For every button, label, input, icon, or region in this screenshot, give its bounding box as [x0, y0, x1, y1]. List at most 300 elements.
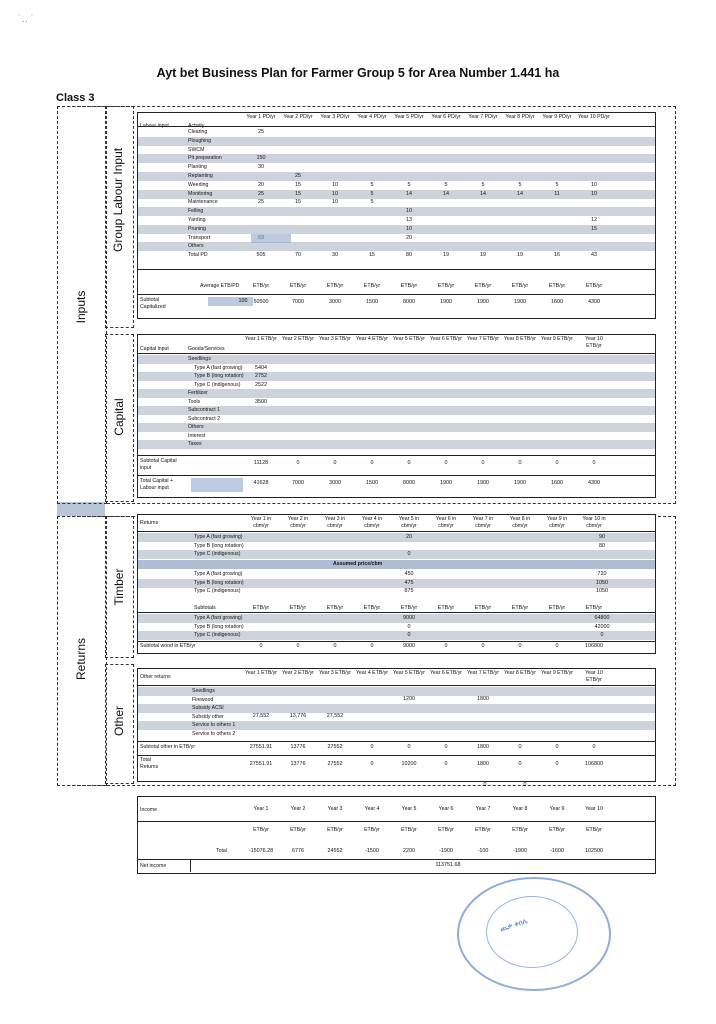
table-cell: ETB/yr — [437, 283, 455, 289]
year-header: Year 8 ETB/yr — [503, 670, 537, 676]
table-cell: 4300 — [588, 299, 600, 305]
year-header: Year 5 ETB/yr — [392, 336, 426, 342]
labour-row — [138, 163, 655, 172]
other-item-label: Subsidy other — [192, 713, 224, 720]
avg-value: 100 — [238, 298, 248, 304]
labour-cell: 30 — [258, 164, 264, 171]
labour-cell: 12 — [591, 217, 597, 223]
other-label: Other — [112, 706, 126, 737]
labour-row — [138, 242, 655, 251]
year-header: Year 7 — [475, 806, 491, 812]
year-header: Year 9 ETB/yr — [540, 336, 574, 342]
table-cell: ETB/yr — [548, 605, 566, 611]
table-cell: 8000 — [403, 480, 415, 486]
net-income-label: Net income — [140, 863, 167, 869]
labour-cell: 11 — [554, 190, 560, 197]
labour-cell: 13 — [406, 217, 412, 223]
page-title: Ayt bet Business Plan for Farmer Group 5 for Area Number 1.441 ha — [156, 66, 560, 80]
labour-cell: 20 — [258, 181, 264, 188]
activity-label: Pruning — [188, 225, 206, 232]
capital-item-label: Tools — [188, 398, 201, 405]
year-header: Year 3 — [327, 806, 343, 812]
labour-cell: 25 — [258, 199, 264, 206]
table-cell: ETB/yr — [511, 605, 529, 611]
capital-cell: 5404 — [255, 364, 267, 371]
labour-cell: 14 — [443, 190, 449, 197]
table-cell: ETB/yr — [474, 283, 492, 289]
table-cell: 0 — [370, 744, 374, 750]
group-labour-label: Group Labour Input — [111, 147, 125, 252]
timber-cell: 0 — [407, 551, 411, 557]
table-cell: 0 — [407, 744, 411, 750]
table-cell: 1900 — [440, 299, 452, 305]
year-header: Year 1 — [253, 806, 269, 812]
table-cell: 106800 — [585, 643, 603, 649]
etb-header: ETB/yr — [512, 827, 528, 833]
capital-item-label: Subcontract 2 — [188, 415, 221, 422]
activity-label: Yarding — [188, 217, 206, 223]
year-header: Year 6 ETB/yr — [429, 670, 463, 676]
subsidy-cell: 27,552 — [252, 713, 270, 719]
below-value-1: 0 — [483, 782, 487, 788]
table-cell: 13776 — [290, 744, 306, 750]
year-header: Year 9 in cbm/yr — [546, 516, 568, 529]
price-item-label: Type B (long rotation) — [194, 579, 244, 586]
activity-label: Transport — [188, 234, 211, 241]
labour-row — [138, 146, 655, 155]
price-cell: 450 — [404, 571, 414, 577]
capital-table — [137, 334, 656, 498]
table-cell: 0 — [518, 643, 522, 649]
year-header: Year 4 ETB/yr — [355, 336, 389, 342]
table-cell: 0 — [444, 761, 448, 767]
labour-cell: 80 — [406, 252, 412, 259]
labour-cell: 10 — [591, 181, 597, 188]
year-header: Year 7 ETB/yr — [466, 670, 500, 676]
table-cell: 27552 — [327, 744, 343, 750]
capital-item-label: Fertilizer — [188, 390, 208, 396]
labour-cell: 14 — [480, 190, 486, 197]
table-cell: ETB/yr — [548, 283, 566, 289]
other-subtotal-label: Subtotal other in ETB/yr — [140, 744, 196, 750]
activity-label: Felling — [188, 208, 204, 215]
table-cell: ETB/yr — [400, 283, 418, 289]
activity-label: SWCM — [188, 146, 205, 153]
capital-item-label: Type B (long rotation) — [194, 373, 244, 379]
table-cell: 0 — [444, 460, 448, 466]
table-cell: -1900 — [513, 848, 527, 854]
year-header: Year 4 in cbm/yr — [361, 516, 383, 529]
subtotal-cell: 0 — [600, 632, 604, 638]
labour-cell: 5 — [481, 181, 485, 188]
table-cell: 0 — [555, 761, 559, 767]
subtotal-item-label: Type A (fast growing) — [194, 615, 243, 621]
labour-cell: 19 — [443, 252, 449, 259]
year-header: Year 1 ETB/yr — [244, 670, 278, 676]
capital-label: Capital — [112, 398, 126, 436]
income-total-label: Total — [216, 848, 227, 854]
year-header: Year 4 — [364, 806, 380, 812]
table-cell: 11128 — [253, 460, 269, 466]
other-item-label: Subsidy ACSI — [192, 705, 224, 711]
row-divider — [138, 741, 655, 742]
other-col-header: Other returns — [140, 674, 171, 680]
table-cell: 102500 — [585, 848, 603, 854]
etb-header: ETB/yr — [327, 827, 343, 833]
table-cell: 27551.91 — [249, 761, 273, 767]
table-cell: 1500 — [366, 480, 378, 486]
table-cell: ETB/yr — [585, 283, 603, 289]
total-returns-label: Total Returns — [140, 757, 159, 770]
labour-cell: 15 — [591, 225, 597, 232]
labour-cell: 30 — [332, 252, 338, 259]
year-header: Year 8 in cbm/yr — [509, 516, 531, 529]
table-cell: 1600 — [551, 299, 563, 305]
capital-subtotal-label: Subtotal Capital input — [140, 458, 177, 471]
year-header: Year 7 PD/yr — [468, 114, 498, 120]
row-divider — [138, 126, 655, 127]
year-header: Year 10 — [585, 806, 603, 812]
returns-col-header: Returns — [140, 520, 159, 526]
labour-cell: 10 — [591, 190, 597, 197]
table-cell: 0 — [481, 460, 485, 466]
year-header: Year 8 ETB/yr — [503, 336, 537, 342]
table-cell: 1900 — [440, 480, 452, 486]
table-cell: ETB/yr — [252, 283, 270, 289]
labour-row — [138, 172, 655, 181]
labour-cell: 5 — [370, 199, 374, 206]
price-cell: 1050 — [596, 579, 608, 586]
table-cell: 1600 — [551, 480, 563, 486]
stamp-text: ጨቃ ቀበሌ — [499, 917, 529, 934]
price-cell: 1050 — [596, 588, 608, 594]
section-divider — [57, 502, 105, 516]
subsidy-cell: 13,776 — [289, 713, 307, 719]
row-divider — [138, 859, 655, 860]
table-cell: 0 — [259, 643, 263, 649]
other-table — [137, 668, 656, 782]
year-header: Year 3 in cbm/yr — [324, 516, 346, 529]
timber-cell: 80 — [599, 542, 605, 549]
etb-header: ETB/yr — [253, 827, 269, 833]
labour-cell: 505 — [256, 252, 266, 259]
year-header: Year 5 PD/yr — [394, 114, 424, 120]
table-cell: 27551.91 — [249, 744, 273, 750]
labour-cell: 5 — [370, 181, 374, 188]
activity-label: Clearing — [188, 129, 208, 135]
year-header: Year 2 PD/yr — [283, 114, 313, 120]
labour-cell: 5 — [555, 181, 559, 188]
year-header: Year 4 PD/yr — [357, 114, 387, 120]
year-header: Year 10 ETB/yr — [585, 336, 603, 349]
capital-cell: 2522 — [255, 381, 267, 388]
activity-label: Maintenance — [188, 199, 218, 206]
year-header: Year 1 in cbm/yr — [250, 516, 272, 529]
timber-table — [137, 514, 656, 654]
price-cell: 475 — [404, 579, 414, 586]
year-header: Year 9 PD/yr — [542, 114, 572, 120]
labour-cell: 10 — [406, 208, 412, 215]
capital-col-header: Capital input — [140, 346, 169, 352]
capital-total-label: Total Capital + Labour input — [140, 478, 174, 491]
table-cell: 2200 — [403, 848, 415, 854]
price-cell: 875 — [404, 588, 414, 594]
year-header: Year 5 — [401, 806, 417, 812]
table-cell: 0 — [333, 460, 337, 466]
labour-cell: 25 — [295, 173, 301, 179]
table-cell: 0 — [555, 744, 559, 750]
year-header: Year 7 ETB/yr — [466, 336, 500, 342]
labour-table — [137, 112, 656, 319]
capital-item-label: Type C (indigenous) — [194, 381, 241, 388]
year-header: Year 3 ETB/yr — [318, 336, 352, 342]
table-cell: 3000 — [329, 299, 341, 305]
etb-header: ETB/yr — [290, 827, 306, 833]
subtotal-cell: 0 — [407, 632, 411, 638]
year-header: Year 2 — [290, 806, 306, 812]
table-cell: ETB/yr — [326, 605, 344, 611]
timber-item-label: Type B (long rotation) — [194, 542, 244, 549]
timber-label: Timber — [112, 568, 126, 606]
table-cell: 0 — [444, 744, 448, 750]
year-header: Year 2 ETB/yr — [281, 336, 315, 342]
table-cell: 0 — [296, 643, 300, 649]
year-header: Year 3 PD/yr — [320, 114, 350, 120]
table-cell: 8000 — [403, 299, 415, 305]
year-header: Year 5 in cbm/yr — [398, 516, 420, 529]
table-cell: 50500 — [253, 299, 269, 305]
year-header: Year 6 — [438, 806, 454, 812]
timber-item-label: Type C (indigenous) — [194, 551, 241, 557]
timber-cell: 90 — [599, 534, 605, 540]
table-cell: ETB/yr — [252, 605, 270, 611]
labour-cell: 19 — [517, 252, 523, 259]
capital-item-label: Seedlings — [188, 356, 211, 362]
subtotal-label: Subtotal Capitalized — [140, 297, 166, 310]
labour-cell: 10 — [406, 225, 412, 232]
table-cell: ETB/yr — [326, 283, 344, 289]
table-cell: 0 — [481, 643, 485, 649]
price-item-label: Type A (fast growing) — [194, 571, 243, 577]
table-cell: 10200 — [401, 761, 417, 767]
subtotals-label: Subtotals — [194, 605, 216, 611]
activity-label: Pit preparation — [188, 155, 222, 162]
table-cell: -1500 — [365, 848, 379, 854]
etb-header: ETB/yr — [549, 827, 565, 833]
table-cell: 0 — [555, 460, 559, 466]
row-divider — [138, 475, 655, 476]
row-divider — [138, 353, 655, 354]
net-income-cell — [190, 859, 191, 872]
other-item-label: Seedlings — [192, 688, 215, 694]
table-cell: 0 — [592, 460, 596, 466]
labour-cell: 20 — [406, 234, 412, 241]
year-header: Year 4 ETB/yr — [355, 670, 389, 676]
labour-cell: 19 — [480, 252, 486, 259]
other-item-label: Service to others 1 — [192, 722, 236, 728]
table-cell: 41628 — [253, 480, 269, 486]
labour-cell: 5 — [407, 181, 411, 188]
year-header: Year 1 ETB/yr — [244, 336, 278, 342]
labour-cell: 10 — [332, 181, 338, 188]
labour-cell: 25 — [258, 129, 264, 135]
table-cell: 24552 — [327, 848, 343, 854]
table-cell: 0 — [592, 744, 596, 750]
table-cell: 0 — [518, 744, 522, 750]
row-divider — [138, 531, 655, 532]
table-cell: -1600 — [550, 848, 564, 854]
price-label: Assumed price/cbm — [333, 561, 383, 567]
labour-cell: 5 — [444, 181, 448, 188]
income-col-header: Income — [140, 807, 158, 813]
table-cell: -1900 — [439, 848, 453, 854]
table-cell: -100 — [477, 848, 489, 854]
income-table — [137, 796, 656, 874]
table-cell: ETB/yr — [474, 605, 492, 611]
timber-cell: 20 — [406, 534, 412, 540]
labour-cell: 10 — [332, 199, 338, 206]
activity-label: Ploughing — [188, 137, 212, 144]
capital-item-label: Taxes — [188, 441, 202, 447]
capital-cell: 2752 — [255, 373, 267, 379]
table-cell: ETB/yr — [363, 605, 381, 611]
activity-label: Others — [188, 243, 204, 250]
labour-cell: 14 — [517, 190, 523, 197]
labour-cell: 10 — [332, 190, 338, 197]
table-cell: 1900 — [477, 480, 489, 486]
other-item-label: Firewood — [192, 696, 214, 703]
labour-cell: 150 — [256, 155, 266, 162]
table-cell: 0 — [555, 643, 559, 649]
year-header: Year 6 in cbm/yr — [435, 516, 457, 529]
row-divider — [138, 685, 655, 686]
labour-cell: 15 — [295, 199, 301, 206]
timber-item-label: Type A (fast growing) — [194, 534, 243, 540]
row-divider — [138, 641, 655, 642]
scan-mark: ˙‥ ˙ — [18, 14, 35, 25]
row-divider — [138, 755, 655, 756]
table-cell: 1900 — [514, 480, 526, 486]
subtotal-cell: 9000 — [403, 615, 415, 621]
capital-row — [138, 440, 655, 449]
table-cell: ETB/yr — [289, 283, 307, 289]
net-income-value: 113751.68 — [435, 862, 461, 868]
capital-item-label: Type A (fast growing) — [194, 364, 243, 371]
table-cell: -15076.28 — [248, 848, 274, 854]
other-item-label: Service to others 2 — [192, 730, 236, 737]
row-divider — [138, 455, 655, 456]
table-cell: 7000 — [292, 299, 304, 305]
year-header: Year 10 PD/yr — [577, 114, 611, 120]
capital-item-label: Others — [188, 424, 204, 430]
labour-cell: 5 — [518, 181, 522, 188]
labour-cell: 14 — [406, 190, 412, 197]
year-header: Year 1 PD/yr — [246, 114, 276, 120]
inputs-label: Inputs — [74, 290, 88, 324]
year-header: Year 3 ETB/yr — [318, 670, 352, 676]
table-cell: 1800 — [477, 744, 489, 750]
table-cell: 1800 — [477, 761, 489, 767]
etb-header: ETB/yr — [401, 827, 417, 833]
price-item-label: Type C (indigenous) — [194, 588, 241, 594]
table-cell: 0 — [518, 460, 522, 466]
table-cell: 7000 — [292, 480, 304, 486]
other-cell: 1200 — [403, 696, 415, 702]
table-cell: ETB/yr — [400, 605, 418, 611]
total-box — [191, 478, 243, 492]
price-row — [138, 560, 655, 569]
subtotal-item-label: Type B (long rotation) — [194, 623, 244, 630]
returns-label: Returns — [74, 637, 88, 681]
activity-col-header: Activity — [188, 123, 205, 129]
activity-label: Total PD — [188, 252, 208, 259]
year-header: Year 9 — [549, 806, 565, 812]
table-cell: 9000 — [403, 643, 415, 649]
table-cell: ETB/yr — [363, 283, 381, 289]
capital-cell: 3500 — [255, 398, 267, 405]
year-header: Year 2 ETB/yr — [281, 670, 315, 676]
subsidy-cell: 27,552 — [326, 713, 344, 719]
other-cell: 1800 — [477, 696, 489, 702]
below-value-2: 0 — [523, 782, 527, 788]
table-cell: 0 — [296, 460, 300, 466]
row-divider — [138, 294, 655, 295]
activity-label: Planting — [188, 164, 207, 171]
table-cell: 1900 — [514, 299, 526, 305]
table-cell: 0 — [518, 761, 522, 767]
capital-item-label: Subcontract 1 — [188, 407, 221, 413]
table-cell: 3000 — [329, 480, 341, 486]
goods-col-header: Goods/Services — [188, 346, 225, 352]
subtotal-item-label: Type C (indigenous) — [194, 632, 241, 638]
table-cell: 0 — [333, 643, 337, 649]
year-header: Year 7 in cbm/yr — [472, 516, 494, 529]
class-label: Class 3 — [56, 92, 95, 104]
etb-header: ETB/yr — [586, 827, 602, 833]
capital-item-label: Interest — [188, 432, 206, 439]
row-divider — [138, 612, 655, 613]
activity-label: Replanting — [188, 173, 213, 179]
table-cell: 27552 — [327, 761, 343, 767]
table-cell: 4300 — [588, 480, 600, 486]
table-cell: ETB/yr — [511, 283, 529, 289]
highlight-cell — [251, 234, 291, 243]
labour-cell: 15 — [295, 190, 301, 197]
table-cell: 0 — [370, 460, 374, 466]
activity-label: Monitoring — [188, 190, 213, 197]
table-cell: 13776 — [290, 761, 306, 767]
year-header: Year 8 PD/yr — [505, 114, 535, 120]
year-header: Year 9 ETB/yr — [540, 670, 574, 676]
labour-cell: 25 — [258, 190, 264, 197]
subtotal-cell: 64800 — [594, 615, 610, 621]
year-header: Year 10 ETB/yr — [585, 670, 603, 683]
labour-cell: 15 — [295, 181, 301, 188]
table-cell: 1500 — [366, 299, 378, 305]
year-header: Year 8 — [512, 806, 528, 812]
labour-row — [138, 128, 655, 137]
labour-cell: 16 — [554, 252, 560, 259]
year-header: Year 6 PD/yr — [431, 114, 461, 120]
table-cell: 106800 — [585, 761, 603, 767]
subtotal-wood-label: Subtotal wood in ETB/yr — [140, 643, 196, 649]
etb-header: ETB/yr — [475, 827, 491, 833]
activity-label: Weeding — [188, 181, 209, 188]
row-divider — [138, 269, 655, 270]
labour-col-header: Labour input — [140, 123, 169, 129]
subtotal-cell: 0 — [407, 623, 411, 630]
row-divider — [138, 821, 655, 822]
